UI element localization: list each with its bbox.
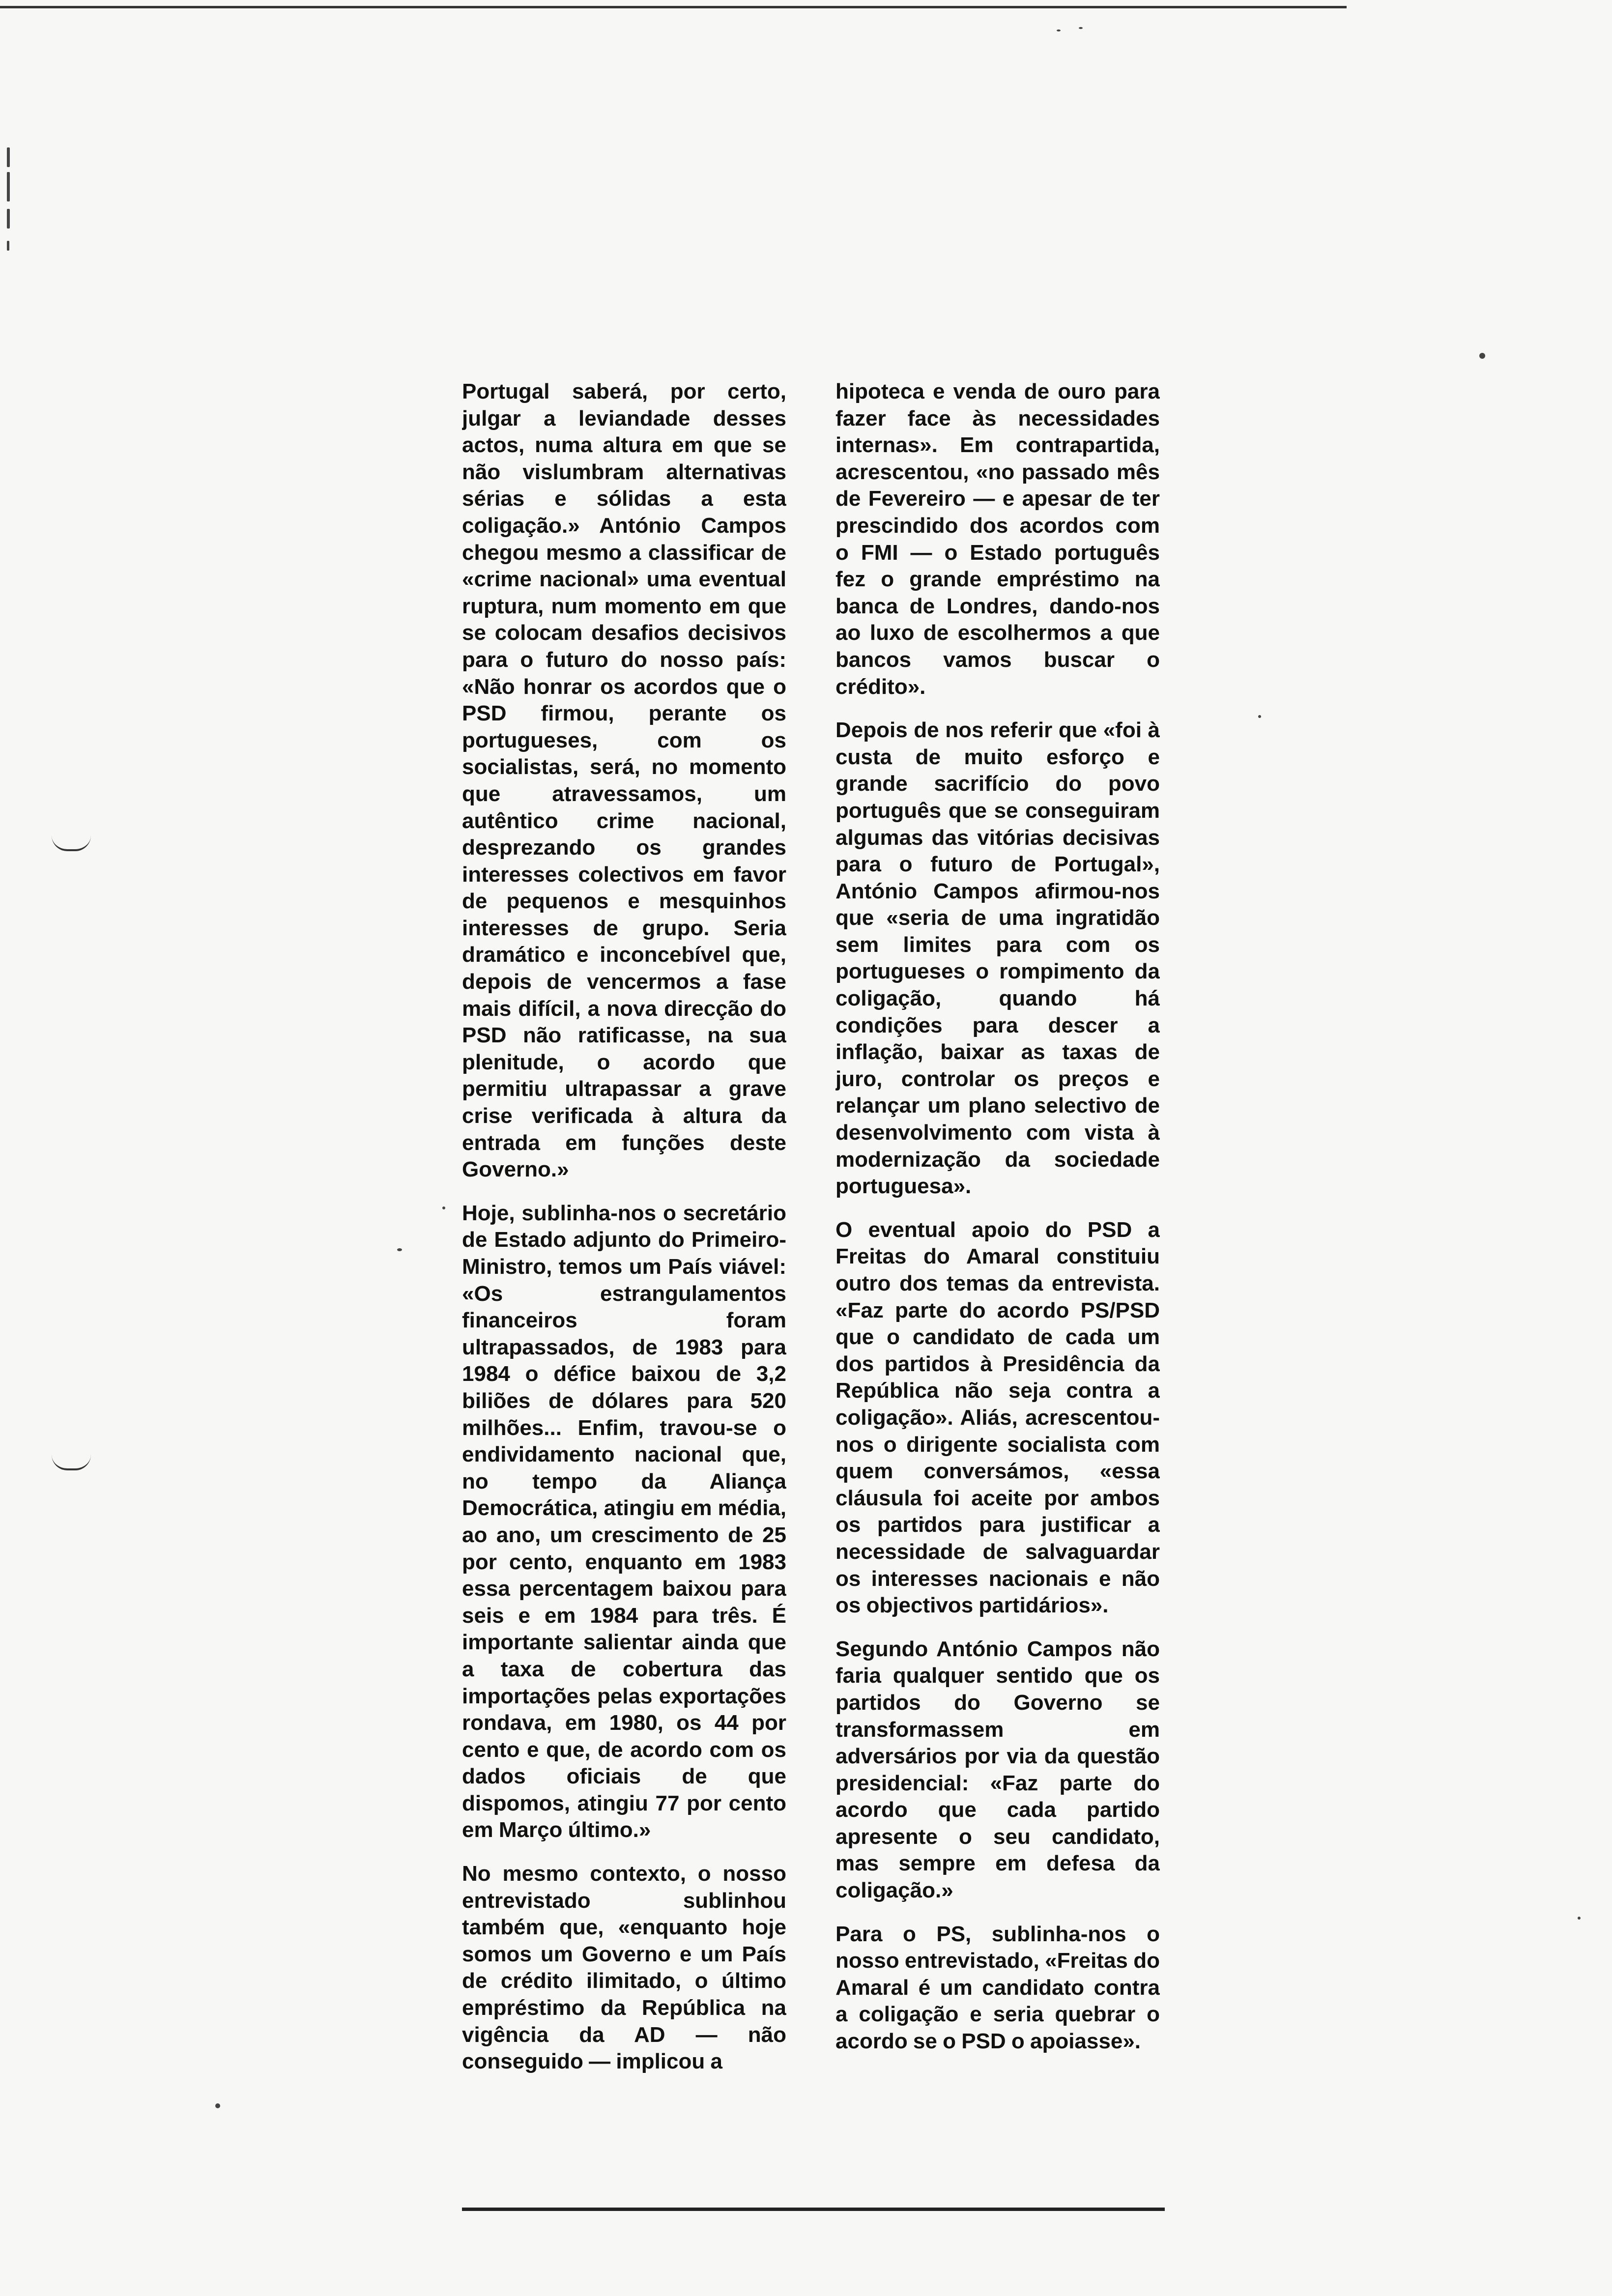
paragraph: Para o PS, sublinha-nos o nosso entrevistado, «Freitas do Amaral é um candidato contra a coligação e seria quebrar o acordo se o PSD o apoiasse». bbox=[835, 1922, 1160, 2054]
paragraph: O eventual apoio do PSD a Freitas do Amaral constituiu outro dos temas da entrevista. «Faz parte do acordo PS/PSD que o candidato de cada um dos partidos à Presidência da República não seja contra a coligação». Aliás, acrescentou-nos o dirigente socialista com quem conversámos, «essa cláusula foi aceite por ambos os partidos para justificar a necessidade de salvaguardar os interesses nacionais e não os objectivos partidários». bbox=[835, 1217, 1160, 1618]
scan-speck bbox=[1057, 29, 1061, 31]
scan-speck bbox=[1479, 353, 1485, 359]
paragraph: Segundo António Campos não faria qualquer sentido que os partidos do Governo se transformassem em adversários por via da questão presidencial: «Faz parte do acordo que cada partido apresente o seu candidato, mas sempre em defesa da coligação.» bbox=[835, 1636, 1160, 1903]
scan-arc-mark bbox=[52, 835, 91, 851]
top-border-line bbox=[0, 6, 1347, 8]
scan-speck bbox=[7, 172, 10, 201]
paragraph: hipoteca e venda de ouro para fazer face às necessidades internas». Em contrapartida, acrescentou, «no passado mês de Fevereiro — e apesar de ter prescindido dos acordos com o FMI — o Estado português fez o grande empréstimo na banca de Londres, dando-nos ao luxo de escolhermos a que bancos vamos buscar o crédito». bbox=[835, 379, 1160, 699]
paragraph: Portugal saberá, por certo, julgar a leviandade desses actos, numa altura em que se não vislumbram alternativas sérias e sólidas a esta coligação.» António Campos chegou mesmo a classificar de «crime nacional» uma eventual ruptura, num momento em que se colocam desafios decisivos para o futuro do nosso país: «Não honrar os acordos que o PSD firmou, perante os portugueses, com os socialistas, será, no momento que atravessamos, um autêntico crime nacional, desprezando os grandes interesses colectivos em favor de pequenos e mesquinhos interesses de grupo. Seria dramático e inconcebível que, depois de vencermos a fase mais difícil, a nova direcção do PSD não ratificasse, na sua plenitude, o acordo que permitiu ultrapassar a grave crise verificada à altura da entrada em funções deste Governo.» bbox=[462, 379, 786, 1182]
article bbox=[462, 378, 1165, 2231]
paragraph: Hoje, sublinha-nos o secretário de Estado adjunto do Primeiro-Ministro, temos um País viável: «Os estrangulamentos financeiros foram ultrapassados, de 1983 para 1984 o défice baixou de 3,2 biliões de dólares para 520 milhões... Enfim, travou-se o endividamento nacional que, no tempo da Aliança Democrática, atingiu em média, ao ano, um crescimento de 25 por cento, enquanto em 1983 essa percentagem baixou para seis e em 1984 para três. É importante salientar ainda que a taxa de cobertura das importações pelas exportações rondava, em 1980, os 44 por cento e que, de acordo com os dados oficiais de que dispomos, atingiu 77 por cento em Março último.» bbox=[462, 1201, 786, 1842]
scan-speck bbox=[7, 147, 10, 167]
scan-speck bbox=[1578, 1917, 1581, 1920]
paragraph: No mesmo contexto, o nosso entrevistado sublinhou também que, «enquanto hoje somos um Governo e um País de crédito ilimitado, o último empréstimo da República na vigência da AD — não conseguido — implicou a bbox=[462, 1862, 786, 2074]
article-column-left bbox=[462, 378, 786, 2157]
scan-speck bbox=[7, 241, 9, 251]
scan-speck bbox=[397, 1248, 402, 1251]
scan-speck bbox=[1258, 715, 1261, 718]
paragraph: Depois de nos referir que «foi à custa de muito esforço e grande sacrifício do povo português que se conseguiram algumas das vitórias decisivas para o futuro de Portugal», António Campos afirmou-nos que «seria de uma ingratidão sem limites para com os portugueses o rompimento da coligação, quando há condições para descer a inflação, baixar as taxas de juro, controlar os preços e relançar um plano selectivo de desenvolvimento com vista à modernização da sociedade portuguesa». bbox=[835, 718, 1160, 1199]
scan-speck bbox=[215, 2103, 220, 2108]
scan-speck bbox=[442, 1206, 445, 1209]
article-end-rule bbox=[462, 2208, 1165, 2211]
scan-arc-mark bbox=[52, 1455, 91, 1470]
scan-speck bbox=[1079, 27, 1083, 29]
article-column-right bbox=[835, 378, 1160, 2157]
scan-speck bbox=[7, 209, 10, 229]
